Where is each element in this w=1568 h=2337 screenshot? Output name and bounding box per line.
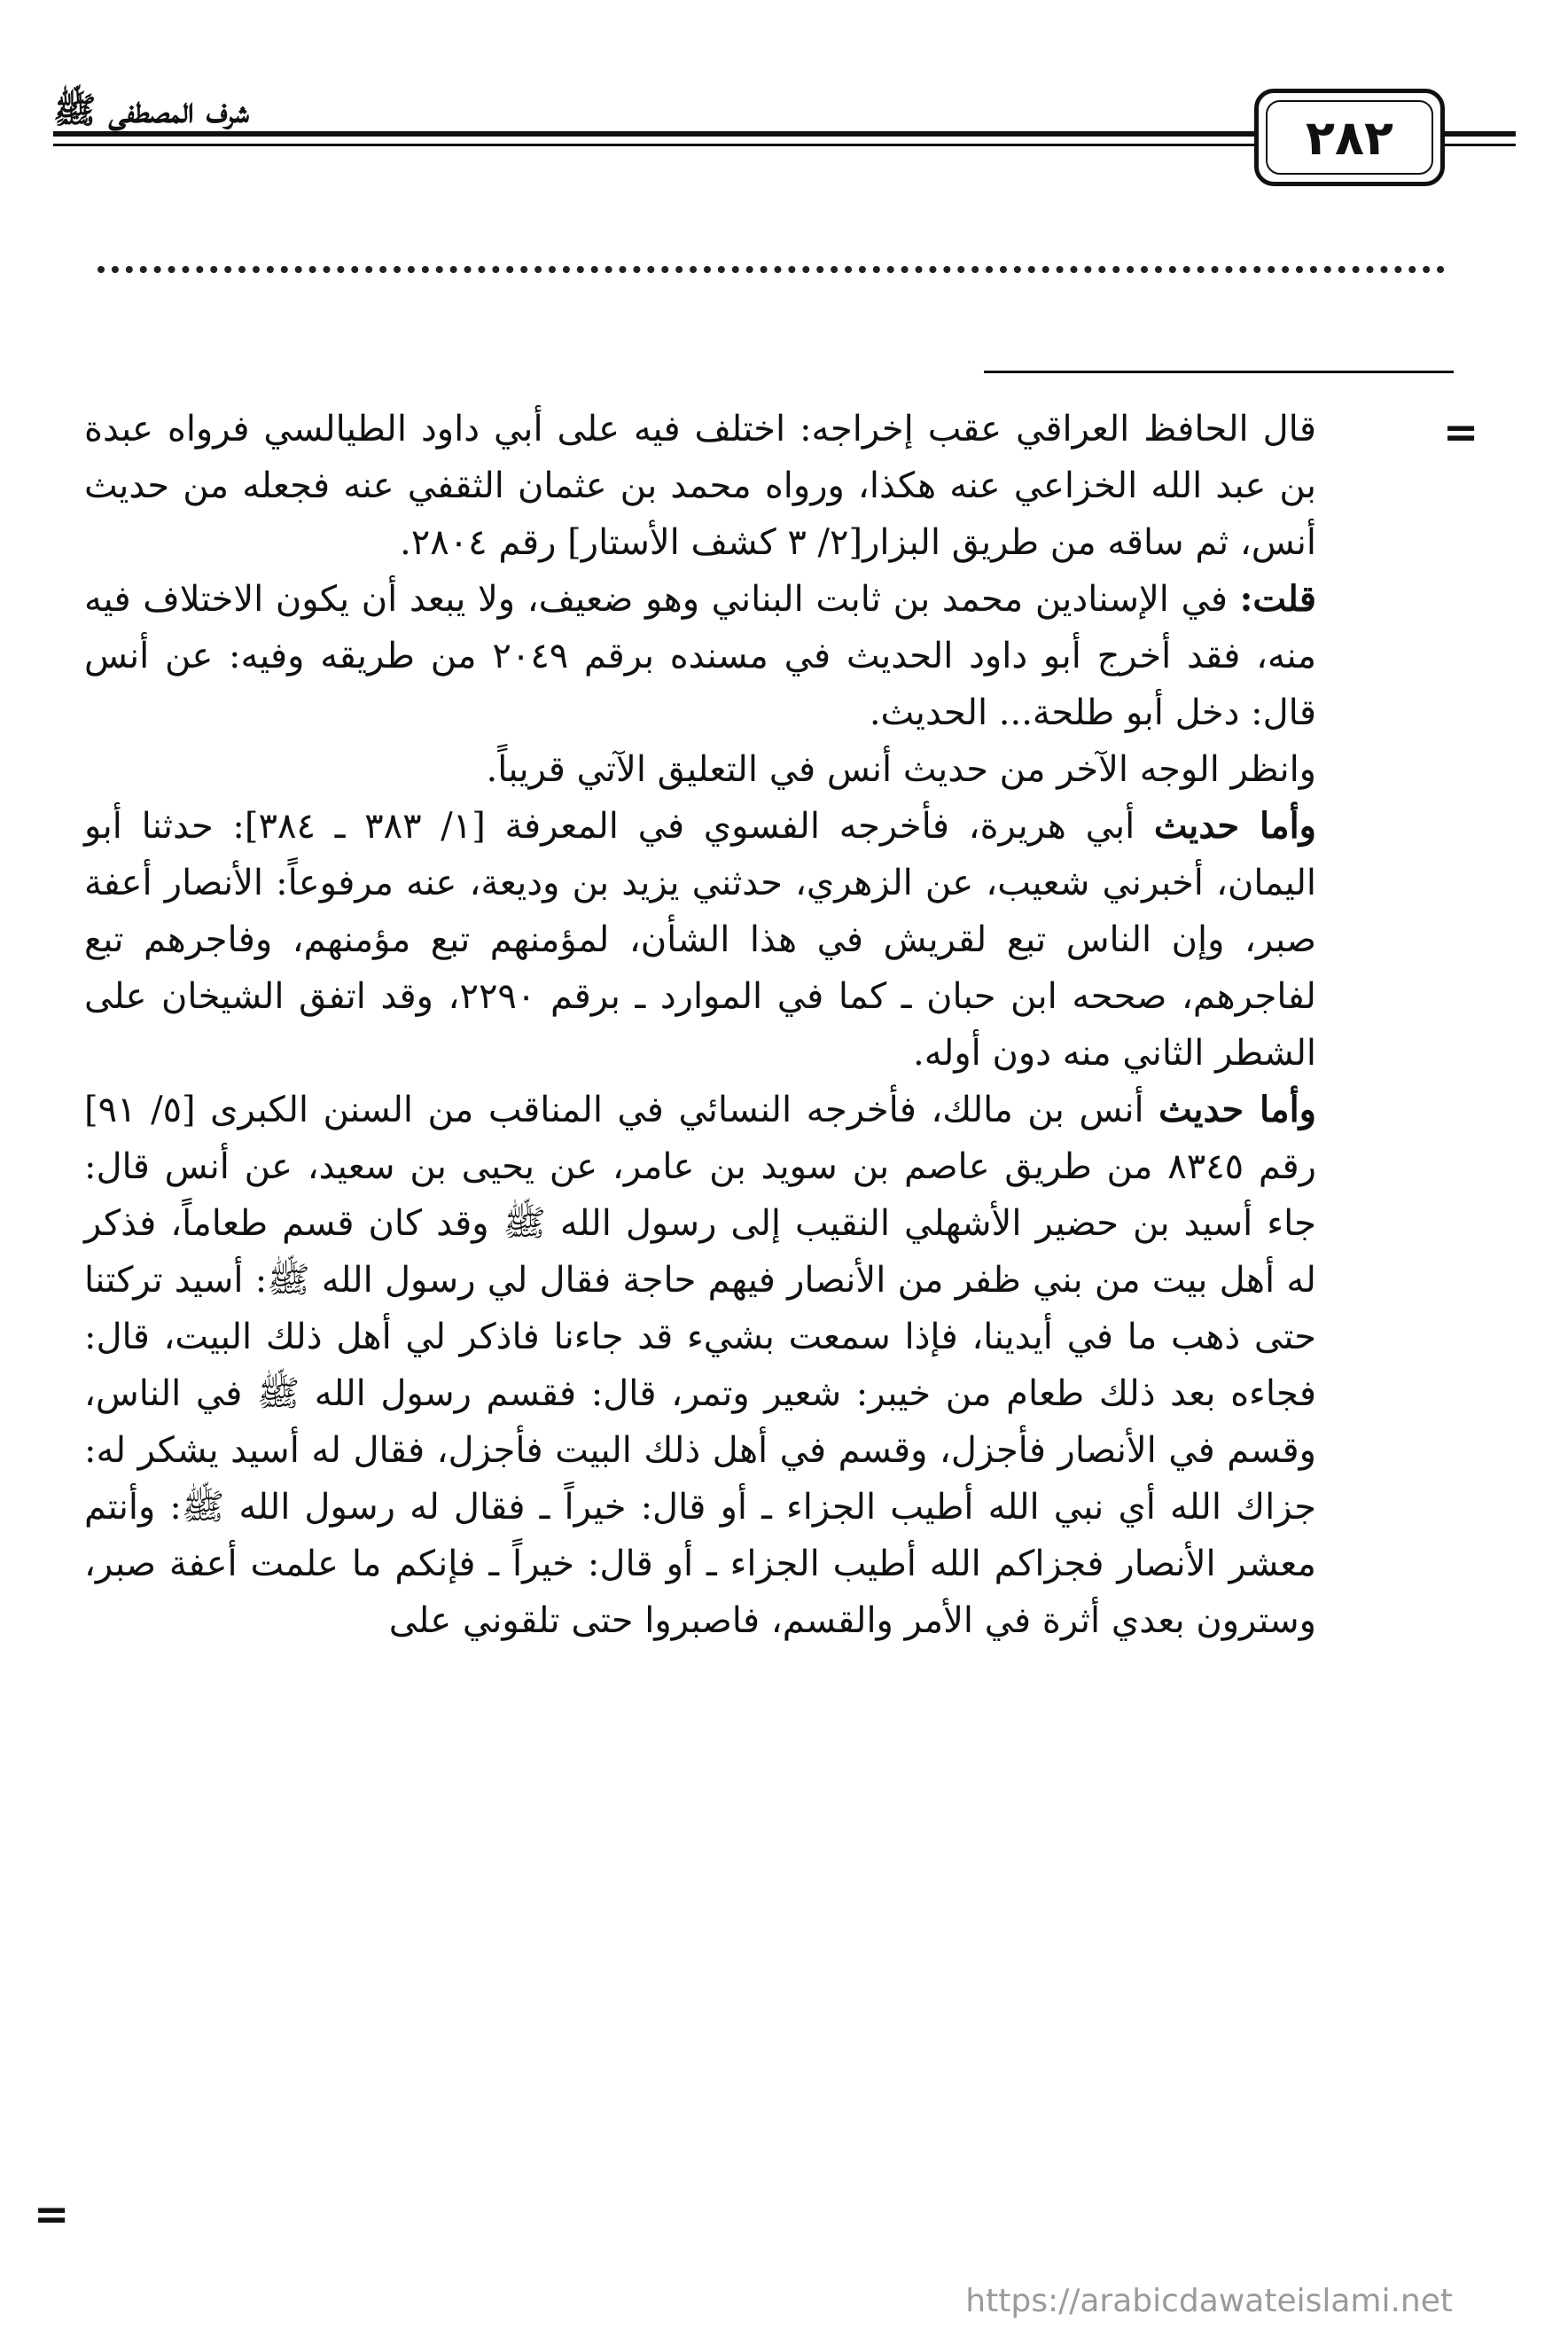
paragraph-lead: وأما حديث: [1153, 805, 1316, 847]
header-rule-right-bottom: [1440, 144, 1516, 146]
footnote-paragraph-4: [84, 798, 1316, 1082]
paragraph-body: قال الحافظ العراقي عقب إخراجه: اختلف فيه على أبي داود الطيالسي فرواه عبدة بن عبد الله الخزاعي عنه هكذا، ورواه محمد بن عثمان الثقفي عنه فجعله من حديث أنس، ثم ساقه من طريق البزار[٢/ ٣ كشف الأستار] رقم ٢٨٠٤.: [84, 409, 1316, 563]
paragraph-body: وانظر الوجه الآخر من حديث أنس في التعليق الآتي قريباً.: [486, 749, 1316, 790]
header-rule-left-bottom: [53, 144, 1259, 146]
paragraph-lead: قلت:: [1239, 578, 1316, 620]
dotted-separator: [98, 266, 1445, 273]
footnote-paragraph-3: [84, 741, 1316, 798]
page-number-box: [1254, 89, 1445, 186]
paragraph-body: أنس بن مالك، فأخرجه النسائي في المناقب من السنن الكبرى [٥/ ٩١] رقم ٨٣٤٥ من طريق عاصم بن سويد بن عامر، عن يحيى بن سعيد، عن أنس قال: جاء أسيد بن حضير الأشهلي النقيب إلى رسول الله ﷺ وقد كان قسم طعاماً، فذكر له أهل بيت من بني ظفر من الأنصار فيهم حاجة فقال لي رسول الله ﷺ: أسيد تركتنا حتى ذهب ما في أيدينا، فإذا سمعت بشيء قد جاءنا فاذكر لي أهل ذلك البيت، قال: فجاءه بعد ذلك طعام من خيبر: شعير وتمر، قال: فقسم رسول الله ﷺ في الناس، وقسم في الأنصار فأجزل، وقسم في أهل ذلك البيت فأجزل، فقال له أسيد يشكر له: جزاك الله أي نبي الله أطيب الجزاء ـ أو قال: خيراً ـ فقال له رسول الله ﷺ: وأنتم معشر الأنصار فجزاكم الله أطيب الجزاء ـ أو قال: خيراً ـ فإنكم ما علمت أعفة صبر، وسترون بعدي أثرة في الأمر والقسم، فاصبروا حتى تلقوني على: [84, 1090, 1316, 1641]
paragraph-body: في الإسنادين محمد بن ثابت البناني وهو ضعيف، ولا يبعد أن يكون الاختلاف فيه منه، فقد أخرج أبو داود الحديث في مسنده برقم ٢٠٤٩ من طريقه وفيه: عن أنس قال: دخل أبو طلحة... الحديث.: [84, 579, 1317, 733]
footnote-paragraph-2: [84, 571, 1316, 741]
book-title: شرف المصطفى ﷺ: [53, 90, 249, 131]
footnote-rule: [984, 371, 1454, 373]
footnote-paragraph-5: [84, 1082, 1316, 1649]
page-header: [53, 89, 1463, 204]
watermark-url: https://arabicdawateislami.net: [965, 2283, 1453, 2319]
footnote-paragraph-1: [84, 401, 1316, 571]
continuation-mark-end: =: [34, 2190, 70, 2239]
continuation-mark-start: =: [1443, 408, 1479, 457]
header-rule-right-top: [1440, 131, 1516, 137]
paragraph-lead: وأما حديث: [1158, 1089, 1316, 1130]
footnote-text: [84, 401, 1316, 1649]
paragraph-body: أبي هريرة، فأخرجه الفسوي في المعرفة [١/ ٣٨٣ ـ ٣٨٤]: حدثنا أبو اليمان، أخبرني شعيب، عن الزهري، حدثني يزيد بن وديعة، عنه مرفوعاً: الأنصار أعفة صبر، وإن الناس تبع لقريش في هذا الشأن، لمؤمنهم تبع مؤمنهم، وفاجرهم تبع لفاجرهم، صححه ابن حبان ـ كما في الموارد ـ برقم ٢٢٩٠، وقد اتفق الشيخان على الشطر الثاني منه دون أوله.: [84, 806, 1316, 1074]
page-number: ٢٨٢: [1306, 109, 1393, 166]
